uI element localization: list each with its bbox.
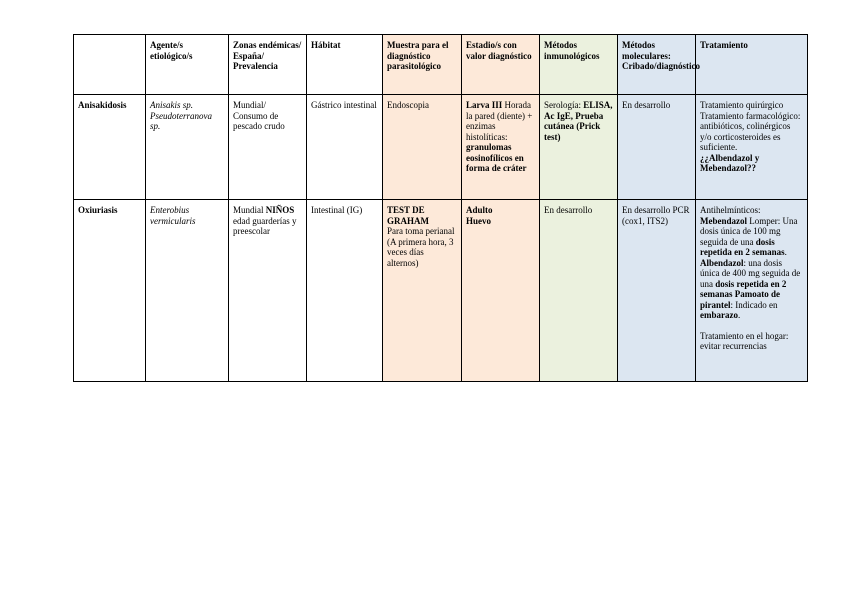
- disease-name: Oxiuriasis: [74, 200, 146, 382]
- treatment-intro: Antihelmínticos:: [700, 205, 761, 215]
- treatment-bold-3: Albendazol: [700, 257, 744, 268]
- stage-line-2: Huevo: [466, 215, 492, 226]
- treatment-bold-6: embarazo: [700, 310, 738, 320]
- habitat-cell: Gástrico intestinal: [307, 95, 383, 200]
- treatment-line-1: Tratamiento quirúrgico: [700, 100, 784, 110]
- sample-bold: TEST DE GRAHAM: [387, 205, 429, 226]
- agent-cell: Anisakis sp. Pseudoterranova sp.: [146, 95, 229, 200]
- table-row-anisakidosis: [74, 95, 808, 200]
- header-molecular: Métodos moleculares: Cribado/diagnóstico: [618, 35, 696, 95]
- treatment-bold-1: Mebendazol: [700, 215, 747, 226]
- immuno-text: Serología:: [544, 100, 584, 110]
- treatment-cell: [696, 95, 808, 200]
- sample-text: Para toma perianal (A primera hora, 3 veces días alternos): [387, 226, 455, 268]
- immuno-cell: En desarrollo: [540, 200, 618, 382]
- zones-text-b: edad guarderías y preescolar: [233, 215, 297, 236]
- treatment-bold-2: dosis repetida en 2 semanas: [700, 236, 785, 257]
- molecular-cell: En desarrollo PCR (cox1, ITS2): [618, 200, 696, 382]
- habitat-cell: Intestinal (IG): [307, 200, 383, 382]
- treatment-text-6: .: [738, 310, 741, 320]
- immuno-bold: ELISA, Ac IgE, Prueba cutánea (Prick test): [544, 100, 613, 142]
- treatment-text-2: .: [784, 247, 787, 257]
- treatment-bold-5: Pamoato de pirantel: [700, 289, 781, 310]
- header-zones: Zonas endémicas/ España/ Prevalencia: [229, 35, 307, 95]
- treatment-home: Tratamiento en el hogar: evitar recurrencias: [700, 330, 789, 351]
- treatment-question: ¿¿Albendazol y Mebendazol??: [700, 152, 760, 173]
- table-header-row: [74, 35, 808, 95]
- zones-cell: [229, 200, 307, 382]
- agent-cell: Enterobius vermicularis: [146, 200, 229, 382]
- zones-bold: NIÑOS: [265, 205, 295, 215]
- parasitology-table: [73, 34, 808, 382]
- header-cell-empty: [74, 35, 146, 95]
- treatment-text-1: Lomper: Una dosis única de 100 mg seguida de una: [700, 215, 798, 247]
- treatment-cell: [696, 200, 808, 382]
- header-treatment: Tratamiento: [696, 35, 808, 95]
- zones-cell: Mundial/ Consumo de pescado crudo: [229, 95, 307, 200]
- treatment-line-2: Tratamiento farmacológico: antibióticos, colinérgicos y/o corticosteroides es suficiente.: [700, 110, 801, 152]
- header-immuno: Métodos inmunológicos: [540, 35, 618, 95]
- stage-cell: [462, 95, 540, 200]
- sample-cell: [383, 200, 462, 382]
- immuno-cell: [540, 95, 618, 200]
- treatment-text-3: : una dosis única de 400 mg seguida de una: [700, 257, 801, 289]
- header-sample: Muestra para el diagnóstico parasitológico: [383, 35, 462, 95]
- header-agent: Agente/s etiológico/s: [146, 35, 229, 95]
- stage-text: Horada la pared (diente) + enzimas histolíticas:: [466, 100, 533, 142]
- table-row-oxiuriasis: [74, 200, 808, 382]
- treatment-bold-4: dosis repetida en 2 semanas: [700, 278, 787, 299]
- stage-line-1: Adulto: [466, 205, 493, 215]
- stage-cell: [462, 200, 540, 382]
- header-stage: Estadio/s con valor diagnóstico: [462, 35, 540, 95]
- stage-bold: Larva III: [466, 100, 503, 110]
- treatment-text-5: : Indicado en: [730, 299, 778, 310]
- disease-name: Anisakidosis: [74, 95, 146, 200]
- stage-bold-2: granulomas eosinofílicos en forma de cráter: [466, 142, 527, 173]
- header-habitat: Hábitat: [307, 35, 383, 95]
- sample-cell: Endoscopia: [383, 95, 462, 200]
- zones-text-a: Mundial: [233, 205, 266, 215]
- molecular-cell: En desarrollo: [618, 95, 696, 200]
